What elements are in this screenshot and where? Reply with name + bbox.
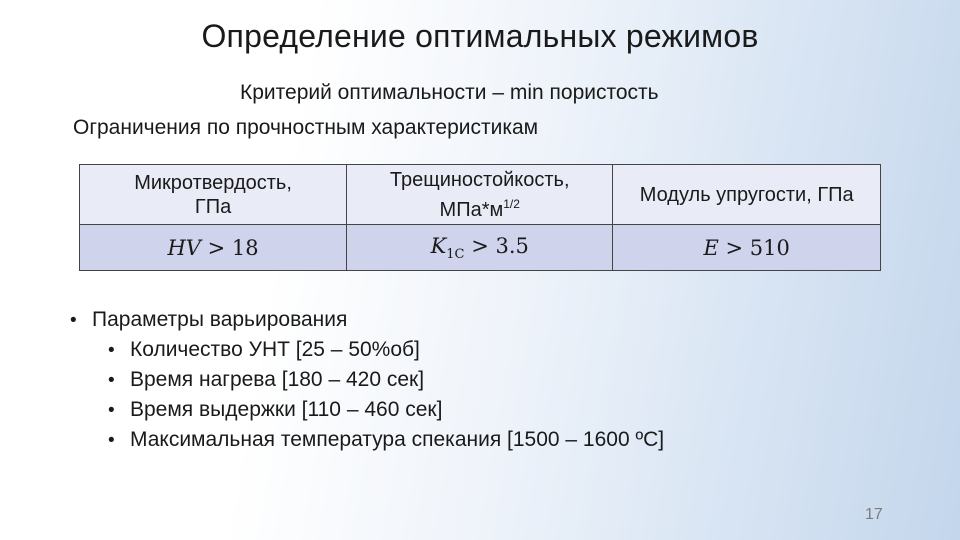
math-symbol: K: [430, 233, 447, 258]
value-cell-e: [613, 225, 881, 271]
header-line: ГПа: [194, 195, 232, 218]
bullet-icon: •: [70, 310, 77, 331]
table-header-row: [80, 165, 881, 225]
param-item: Время выдержки [110 – 460 сек]: [130, 398, 443, 421]
header-superscript: 1/2: [503, 196, 520, 211]
list-item: [70, 368, 664, 398]
math-symbol: HV: [167, 235, 201, 260]
math-value: 510: [749, 235, 790, 260]
header-cell-elastic-modulus: [613, 165, 881, 225]
slide-title: Определение оптимальных режимов: [201, 18, 759, 54]
math-operator: >: [471, 233, 489, 258]
list-item: [70, 428, 664, 458]
bullet-icon: •: [108, 430, 115, 451]
constraints-heading: Ограничения по прочностным характеристикам: [73, 116, 539, 139]
math-value: 18: [231, 235, 259, 260]
math-symbol: E: [703, 235, 719, 260]
math-operator: >: [207, 235, 226, 260]
header-line: Трещиностойкость,: [389, 168, 570, 191]
criterion-text: Критерий оптимальности – min пористость: [240, 81, 659, 104]
params-list: [70, 308, 664, 458]
header-cell-fracture-toughness: [347, 165, 613, 225]
math-operator: >: [725, 235, 744, 260]
param-item: Время нагрева [180 – 420 сек]: [130, 368, 425, 391]
table-value-row: [80, 225, 881, 271]
params-heading: Параметры варьирования: [92, 308, 348, 331]
header-line: МПа*м: [439, 198, 504, 221]
header-cell-microhardness: [80, 165, 347, 225]
param-item: Количество УНТ [25 – 50%об]: [130, 338, 420, 361]
bullet-icon: •: [108, 400, 115, 421]
math-subscript: 1C: [446, 246, 465, 262]
header-line: Модуль упругости, ГПа: [639, 183, 854, 206]
page-number: 17: [865, 506, 883, 523]
param-item: Максимальная температура спекания [1500 – 1600 ºC]: [130, 428, 665, 451]
bullet-icon: •: [108, 370, 115, 391]
list-item: [70, 338, 664, 368]
value-cell-k1c: [347, 225, 613, 271]
header-line: Микротвердость,: [134, 171, 292, 194]
list-item: [70, 398, 664, 428]
bullet-icon: •: [108, 340, 115, 361]
constraints-table: [79, 164, 881, 271]
list-item: [70, 308, 664, 338]
value-cell-hv: [80, 225, 347, 271]
math-value: 3.5: [495, 233, 529, 258]
